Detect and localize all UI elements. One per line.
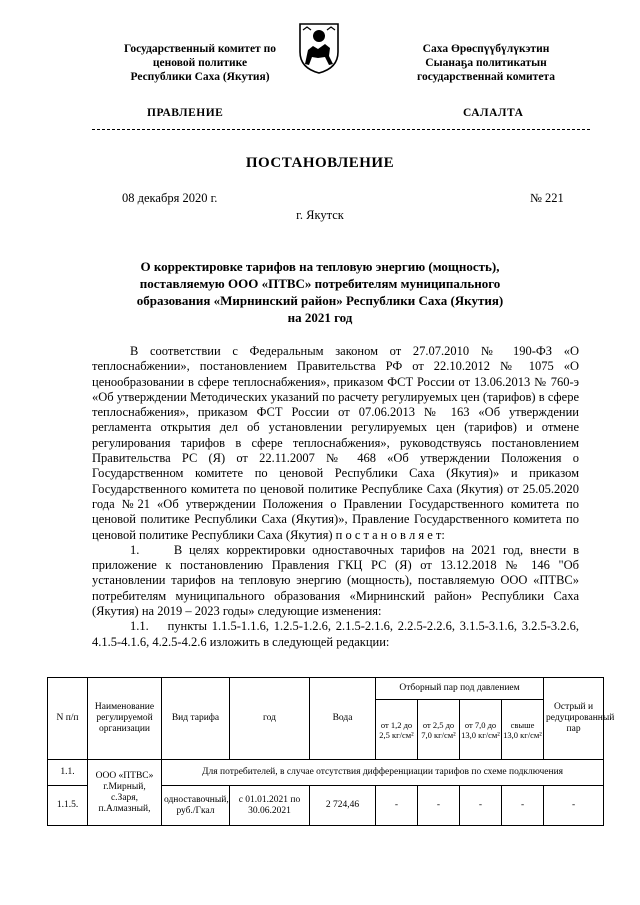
col-header-num: N п/п (48, 678, 88, 760)
row-water: 2 724,46 (310, 786, 376, 826)
row-steam-3: - (460, 786, 502, 826)
col-header-org: Наименование регулируемой организации (88, 678, 162, 760)
row-note: Для потребителей, в случае отсутствия дифференциации тарифов по схеме подключения (162, 760, 604, 786)
coat-of-arms-emblem (296, 22, 342, 74)
col-header-year: год (230, 678, 310, 760)
document-date: 08 декабря 2020 г. (122, 191, 218, 205)
header-left-org: Государственный комитет по ценовой политике Республики Саха (Якутия) (124, 43, 276, 83)
preamble-paragraph: В соответствии с Федеральным законом от 27.07.2010 № 190-ФЗ «О теплоснабжении», постановлением Правительства РФ от 22.10.2012 № 1075 «О ценообразовании в сфере теплоснабжения», приказом ФСТ России от 13.06.2013 № 760-э «Об утверждении Методических указаний по расчету регулируемых цен (тарифов) в сфере теплоснабжения», приказом ФСТ России от 07.06.2013 № 163 «Об утверждении регламента открытия дел об установлении регулируемых цен (тарифов) и отмене регулирования тарифов в сфере теплоснабжения», руководствуясь постановлением Правительства РС (Я) от 22.11.2007 № 468 «Об утверждении Положения о Государственном комитете по ценовой Республики Саха (Якутия)» и приказом Государственного комитета по ценовой политике Республике Саха (Якутия) от 25.05.2020 года №21 «Об утверждении Положения о Правлении Государственного комитета по ценовой политике Республики Саха (Якутия)», Правление Государственного комитета по ценовой политике Республики Саха (Якутия) п о с т а н о в л я е т: (92, 344, 579, 542)
document-number: № 221 (530, 191, 564, 205)
col-header-water: Вода (310, 678, 376, 760)
decree-word: п о с т а н о в л я е т: (335, 527, 445, 542)
col-header-type: Вид тарифа (162, 678, 230, 760)
row-type: одноставочный, руб./Гкал (162, 786, 230, 826)
item-1-paragraph: 1. В целях корректировки одноставочных тарифов на 2021 год, внести в приложение к постановлению Правления ГКЦ РС (Я) от 13.12.2018 № 146 "Об установлении тарифов на тепловую энергию (мощность), поставляемую ООО «ПТВС» потребителям муниципального образования «Мирнинский район» Республики Саха (Якутия) на 2019 – 2023 годы» следующие изменения: (92, 542, 579, 619)
row-steam-2: - (418, 786, 460, 826)
header-right-dept: САЛАЛТА (463, 107, 524, 119)
col-header-steam-1: от 1,2 до 2,5 кг/см² (376, 700, 418, 760)
header-right-org: Саха Өрөспүүбүлүкэтин Сыанаҕа политикатын государственнай комитета (417, 43, 555, 83)
row-period: с 01.01.2021 по 30.06.2021 (230, 786, 310, 826)
row-org: ООО «ПТВС» г.Мирный, с.Заря, п.Алмазный, (88, 760, 162, 826)
row-num: 1.1.5. (48, 786, 88, 826)
document-title: ПОСТАНОВЛЕНИЕ (245, 155, 395, 171)
document-body (92, 344, 579, 650)
col-header-steam-2: от 2,5 до 7,0 кг/см² (418, 700, 460, 760)
document-city: г. Якутск (296, 208, 344, 222)
col-header-sharp-steam: Острый и редуцированный пар (544, 678, 604, 760)
row-sharp: - (544, 786, 604, 826)
table-row (48, 760, 604, 786)
row-steam-1: - (376, 786, 418, 826)
tariff-table (47, 677, 615, 826)
col-header-steam-4: свыше 13,0 кг/см² (502, 700, 544, 760)
item-1-1-paragraph: 1.1. пункты 1.1.5-1.1.6, 1.2.5-1.2.6, 2.1.5-2.1.6, 2.2.5-2.2.6, 3.1.5-3.1.6, 3.2.5-3.2.6, 4.1.5-4.1.6, 4.2.5-4.2.6 изложить в следующей редакции: (92, 619, 580, 649)
document-subject: О корректировке тарифов на тепловую энергию (мощность), поставляемую ООО «ПТВС» потребителям муниципального образования «Мирнинский район» Республики Саха (Якутия) на 2021 год (136, 259, 504, 325)
col-header-steam-3: от 7,0 до 13,0 кг/см² (460, 700, 502, 760)
header-divider (92, 129, 590, 130)
row-steam-4: - (502, 786, 544, 826)
row-num: 1.1. (48, 760, 88, 786)
col-header-steam-group: Отборный пар под давлением (376, 678, 544, 700)
header-left-dept: ПРАВЛЕНИЕ (147, 107, 224, 119)
